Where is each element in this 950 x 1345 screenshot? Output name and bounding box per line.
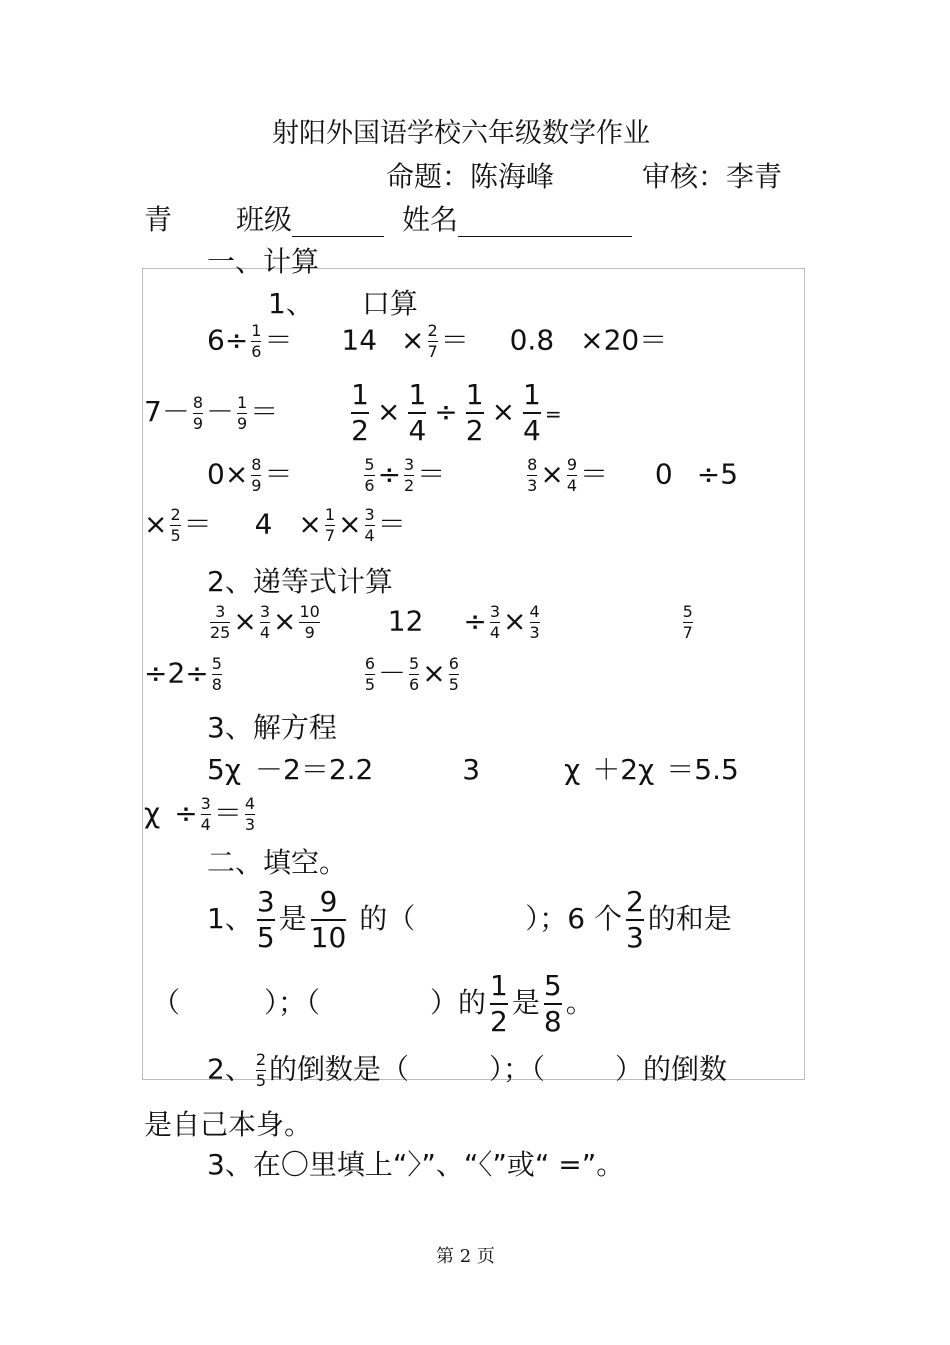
fraction: $\frac{5}{8}$ (211, 654, 222, 694)
fraction: $\frac{10}{9}$ (299, 602, 320, 642)
expr-text: ＝ (250, 395, 279, 428)
expr-text: ×20＝ (580, 323, 668, 357)
fraction: $\frac{3}{4}$ (489, 602, 501, 642)
page-number: 第 2 页 (436, 1246, 495, 1267)
fill-q1-line2 (152, 971, 594, 1037)
name-field[interactable] (458, 210, 632, 237)
q1-title: 口算 (361, 287, 418, 320)
class-field[interactable] (292, 210, 384, 237)
question-text: 是 (511, 986, 540, 1019)
expr-text: 7－ (144, 395, 190, 428)
author-label: 命题： (386, 160, 471, 193)
equation-row-1 (207, 753, 739, 787)
q3-heading: 3、解方程 (207, 711, 337, 744)
expr-text: 6÷ (207, 323, 249, 357)
calc-row-3 (207, 456, 738, 495)
fraction: $\frac{1}{2}$ (490, 969, 508, 1038)
calc-row-4 (144, 506, 406, 545)
expr-text: －2＝2.2 (255, 753, 374, 786)
class-name-row (144, 203, 632, 237)
fraction: $\frac{9}{10}$ (310, 885, 347, 954)
fraction: $\frac{2}{7}$ (427, 321, 438, 361)
fraction: $\frac{2}{5}$ (170, 505, 181, 545)
expr-text: 14 (341, 323, 378, 357)
q1-heading (268, 287, 418, 321)
expr-text: × (503, 604, 527, 638)
section2-heading: 二、填空。 (207, 846, 348, 879)
expr-text: 4 (254, 507, 273, 541)
expr-text: ＝ (264, 457, 293, 491)
expr-text: 3 (462, 753, 481, 786)
page-title: 射阳外国语学校六年级数学作业 (272, 118, 650, 149)
equation-row-2 (144, 795, 258, 834)
expr-text: ÷ (434, 395, 458, 428)
question-number: 1、 (207, 902, 253, 935)
expr-text: = (544, 402, 562, 426)
question-text: ）的倒数 (615, 1052, 728, 1086)
question-text: ）；（ (489, 1052, 546, 1086)
fraction: $\frac{1}{4}$ (523, 378, 541, 447)
expr-text: × (376, 395, 401, 428)
fraction: $\frac{1}{4}$ (408, 378, 427, 447)
fraction: $\frac{5}{7}$ (682, 602, 693, 642)
expr-text: 0.8 (509, 323, 555, 357)
question-text: 的倒数是（ (269, 1052, 410, 1086)
reviewer-name: 李青 (726, 160, 783, 193)
reviewer-name-tail: 青 (144, 203, 173, 236)
fraction: $\frac{5}{6}$ (364, 455, 375, 495)
fraction: $\frac{3}{2}$ (404, 455, 415, 495)
fraction: $\frac{3}{4}$ (364, 505, 375, 545)
expr-text: × (273, 604, 297, 638)
expr-text: × (298, 507, 322, 541)
fraction: $\frac{4}{3}$ (529, 602, 540, 642)
fraction: $\frac{8}{9}$ (192, 392, 204, 433)
fraction: $\frac{1}{7}$ (324, 505, 336, 545)
question-text: （ (152, 986, 181, 1019)
expr-text: × (401, 323, 425, 357)
expr-text: 0× (207, 457, 249, 491)
fraction: $\frac{6}{5}$ (448, 654, 459, 694)
expr-text: ＝ (377, 507, 406, 541)
expr-text: ÷ (377, 457, 402, 491)
fill-q3: 3、在〇里填上“〉”、“〈”或“ =”。 (207, 1148, 625, 1181)
expr-text: × (338, 507, 362, 541)
expr-text: × (144, 507, 168, 541)
question-text: 。 (565, 986, 594, 1019)
question-text: 是 (278, 902, 307, 935)
expr-text: 0 (654, 457, 673, 491)
fill-q2-line1 (207, 1051, 727, 1090)
fraction: $\frac{1}{2}$ (351, 378, 369, 447)
q1-number: 1、 (268, 287, 314, 320)
expr-text: ÷ (174, 796, 198, 830)
fill-q1-line1 (207, 887, 732, 953)
expr-text: χ (564, 753, 581, 786)
question-number: 2、 (207, 1052, 253, 1086)
expr-text: ＋2χ (592, 753, 655, 786)
byline-reviewer (642, 160, 782, 194)
calc-row-1 (207, 322, 667, 361)
expr-text: ＝ (580, 457, 609, 491)
class-label: 班级 (236, 203, 293, 236)
expr-text: ＝ (183, 507, 212, 541)
q2-heading: 2、递等式计算 (207, 565, 393, 598)
expr-text: ＝ (264, 323, 293, 357)
fraction: $\frac{5}{8}$ (543, 969, 562, 1038)
fill-q2-line2: 是自己本身。 (144, 1108, 313, 1141)
fraction: $\frac{2}{3}$ (625, 885, 644, 954)
question-text: 的和是 (647, 902, 732, 935)
expr-text: ÷ (463, 604, 487, 638)
byline-author (386, 160, 554, 194)
calc-row-6 (144, 655, 462, 694)
calc-row-2 (144, 380, 562, 446)
fraction: $\frac{6}{5}$ (364, 654, 376, 694)
fraction: $\frac{3}{4}$ (200, 794, 211, 834)
expr-text: × (491, 395, 516, 428)
fraction: $\frac{9}{4}$ (566, 455, 577, 495)
name-label: 姓名 (402, 203, 459, 236)
fraction: $\frac{1}{9}$ (237, 392, 248, 433)
fraction: $\frac{3}{4}$ (259, 602, 271, 642)
fraction: $\frac{4}{3}$ (244, 794, 256, 834)
expr-text: χ (144, 796, 161, 830)
expr-text: × (540, 457, 564, 491)
author-name: 陈海峰 (470, 160, 555, 193)
question-text: ）；（ (264, 986, 321, 1019)
fraction: $\frac{5}{6}$ (409, 654, 420, 694)
expr-text: － (378, 656, 407, 690)
question-text: ）；6 个 (525, 902, 622, 935)
expr-text: × (233, 604, 257, 638)
expr-text: ÷5 (696, 457, 739, 491)
expr-text: ＝5.5 (666, 753, 739, 786)
fraction: $\frac{8}{9}$ (251, 455, 262, 495)
fraction: $\frac{1}{2}$ (465, 378, 484, 447)
expr-text: ＝ (213, 796, 242, 830)
expr-text: ＝ (417, 457, 446, 491)
question-text: 的（ (359, 902, 416, 935)
question-text: ）的 (430, 986, 487, 1019)
expr-text: 12 (387, 604, 424, 638)
calc-row-5 (207, 603, 696, 642)
fraction: $\frac{3}{25}$ (210, 602, 231, 642)
expr-text: － (206, 395, 235, 428)
reviewer-label: 审核： (642, 160, 727, 193)
fraction: $\frac{8}{3}$ (527, 455, 538, 495)
fraction: $\frac{1}{6}$ (251, 321, 262, 361)
fraction: $\frac{2}{5}$ (255, 1050, 267, 1090)
expr-text: 5χ (207, 753, 241, 786)
expr-text: × (422, 656, 446, 690)
expr-text: ÷2÷ (144, 656, 209, 690)
fraction: $\frac{3}{5}$ (256, 885, 275, 954)
expr-text: ＝ (440, 323, 469, 357)
section1-heading: 一、计算 (207, 245, 320, 278)
